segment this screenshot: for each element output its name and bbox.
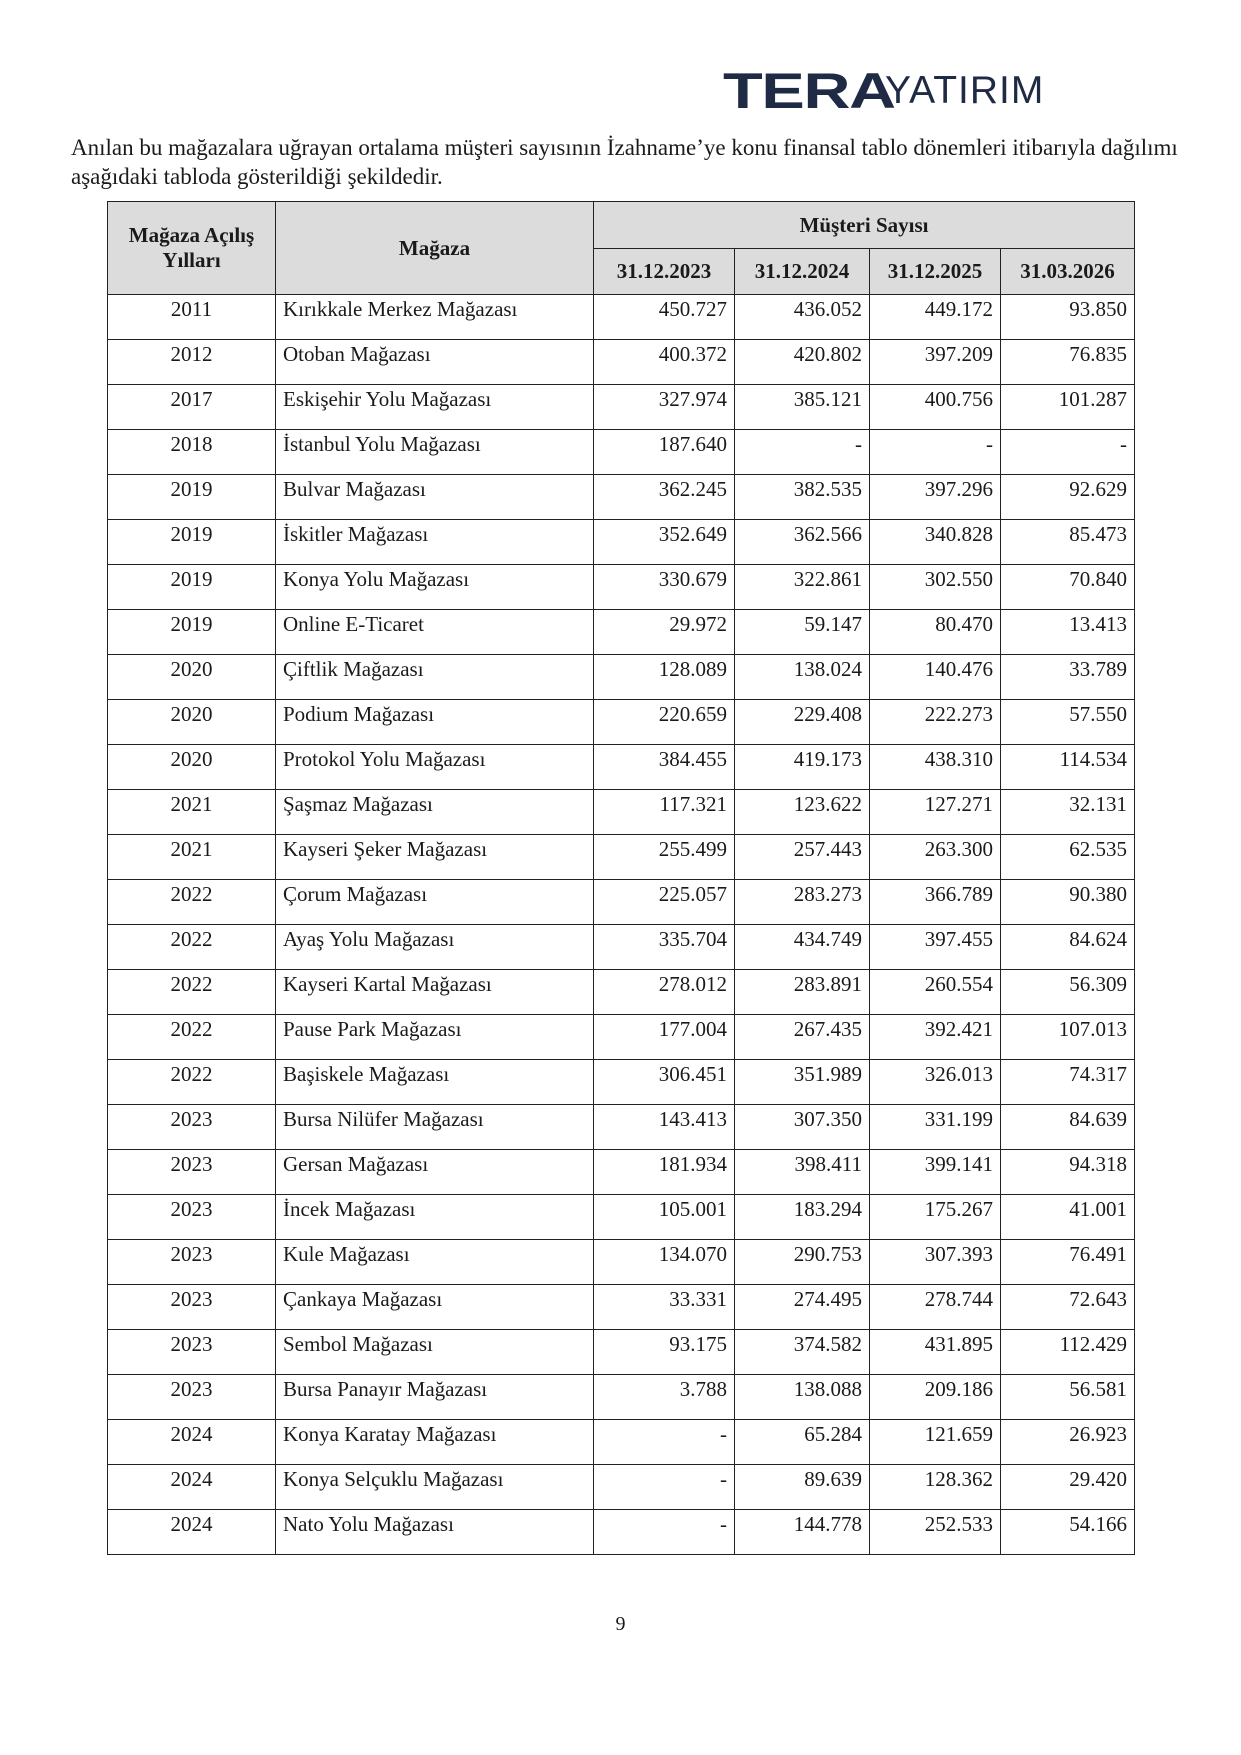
cell-customer-count: 117.321	[594, 790, 735, 835]
cell-customer-count: 399.141	[870, 1150, 1001, 1195]
cell-customer-count: 114.534	[1001, 745, 1135, 790]
cell-customer-count: 260.554	[870, 970, 1001, 1015]
cell-customer-count: 283.273	[735, 880, 870, 925]
cell-customer-count: 187.640	[594, 430, 735, 475]
cell-customer-count: 93.850	[1001, 295, 1135, 340]
cell-opening-year: 2022	[108, 1015, 276, 1060]
cell-customer-count: 335.704	[594, 925, 735, 970]
cell-customer-count: 400.372	[594, 340, 735, 385]
table-row	[108, 1285, 1135, 1330]
cell-opening-year: 2019	[108, 610, 276, 655]
cell-opening-year: 2022	[108, 1060, 276, 1105]
customer-count-table	[107, 201, 1135, 1555]
cell-store-name: Bursa Panayır Mağazası	[276, 1375, 594, 1420]
cell-customer-count: 290.753	[735, 1240, 870, 1285]
table-row	[108, 970, 1135, 1015]
cell-customer-count: 33.331	[594, 1285, 735, 1330]
cell-customer-count: 89.639	[735, 1465, 870, 1510]
cell-customer-count: 56.309	[1001, 970, 1135, 1015]
cell-store-name: Gersan Mağazası	[276, 1150, 594, 1195]
cell-customer-count: 330.679	[594, 565, 735, 610]
cell-customer-count: 80.470	[870, 610, 1001, 655]
cell-customer-count: 123.622	[735, 790, 870, 835]
cell-customer-count: 374.582	[735, 1330, 870, 1375]
cell-customer-count: 57.550	[1001, 700, 1135, 745]
cell-customer-count: 105.001	[594, 1195, 735, 1240]
cell-customer-count: 144.778	[735, 1510, 870, 1555]
table-row	[108, 475, 1135, 520]
cell-customer-count: 41.001	[1001, 1195, 1135, 1240]
cell-customer-count: 74.317	[1001, 1060, 1135, 1105]
table-row	[108, 430, 1135, 475]
header-store: Mağaza	[276, 202, 594, 295]
cell-customer-count: 72.643	[1001, 1285, 1135, 1330]
logo-brand-text: TERA	[723, 63, 895, 119]
cell-customer-count: 340.828	[870, 520, 1001, 565]
cell-store-name: Şaşmaz Mağazası	[276, 790, 594, 835]
cell-store-name: Kayseri Kartal Mağazası	[276, 970, 594, 1015]
cell-customer-count: 112.429	[1001, 1330, 1135, 1375]
cell-customer-count: 326.013	[870, 1060, 1001, 1105]
cell-customer-count: 140.476	[870, 655, 1001, 700]
cell-customer-count: 434.749	[735, 925, 870, 970]
cell-customer-count: 92.629	[1001, 475, 1135, 520]
cell-opening-year: 2019	[108, 475, 276, 520]
cell-opening-year: 2017	[108, 385, 276, 430]
cell-store-name: Nato Yolu Mağazası	[276, 1510, 594, 1555]
cell-customer-count: 220.659	[594, 700, 735, 745]
table-row	[108, 295, 1135, 340]
cell-customer-count: 400.756	[870, 385, 1001, 430]
cell-store-name: Otoban Mağazası	[276, 340, 594, 385]
header-opening-year: Mağaza Açılış Yılları	[108, 202, 276, 295]
cell-opening-year: 2022	[108, 925, 276, 970]
cell-store-name: Bursa Nilüfer Mağazası	[276, 1105, 594, 1150]
cell-opening-year: 2012	[108, 340, 276, 385]
table-row	[108, 1015, 1135, 1060]
cell-customer-count: 128.362	[870, 1465, 1001, 1510]
cell-customer-count: -	[594, 1465, 735, 1510]
cell-customer-count: 54.166	[1001, 1510, 1135, 1555]
cell-customer-count: 121.659	[870, 1420, 1001, 1465]
cell-customer-count: 181.934	[594, 1150, 735, 1195]
table-row	[108, 520, 1135, 565]
cell-customer-count: 138.088	[735, 1375, 870, 1420]
cell-store-name: Başiskele Mağazası	[276, 1060, 594, 1105]
header-customer-count: Müşteri Sayısı	[594, 202, 1135, 249]
cell-customer-count: 32.131	[1001, 790, 1135, 835]
cell-customer-count: 322.861	[735, 565, 870, 610]
cell-customer-count: 107.013	[1001, 1015, 1135, 1060]
cell-store-name: Pause Park Mağazası	[276, 1015, 594, 1060]
cell-customer-count: 331.199	[870, 1105, 1001, 1150]
cell-customer-count: 93.175	[594, 1330, 735, 1375]
cell-opening-year: 2020	[108, 700, 276, 745]
cell-store-name: İstanbul Yolu Mağazası	[276, 430, 594, 475]
table-row	[108, 835, 1135, 880]
cell-opening-year: 2020	[108, 745, 276, 790]
cell-customer-count: 419.173	[735, 745, 870, 790]
cell-store-name: Çiftlik Mağazası	[276, 655, 594, 700]
cell-customer-count: 351.989	[735, 1060, 870, 1105]
cell-customer-count: 128.089	[594, 655, 735, 700]
header-period: 31.12.2023	[594, 249, 735, 295]
cell-customer-count: 229.408	[735, 700, 870, 745]
cell-customer-count: 183.294	[735, 1195, 870, 1240]
cell-customer-count: -	[594, 1510, 735, 1555]
cell-customer-count: 267.435	[735, 1015, 870, 1060]
page-number: 9	[615, 1613, 626, 1635]
cell-opening-year: 2024	[108, 1510, 276, 1555]
cell-opening-year: 2021	[108, 790, 276, 835]
cell-customer-count: -	[594, 1420, 735, 1465]
cell-store-name: Çankaya Mağazası	[276, 1285, 594, 1330]
cell-customer-count: 76.491	[1001, 1240, 1135, 1285]
cell-store-name: Konya Yolu Mağazası	[276, 565, 594, 610]
cell-store-name: Konya Selçuklu Mağazası	[276, 1465, 594, 1510]
cell-store-name: Kule Mağazası	[276, 1240, 594, 1285]
cell-customer-count: 56.581	[1001, 1375, 1135, 1420]
cell-store-name: Ayaş Yolu Mağazası	[276, 925, 594, 970]
cell-customer-count: 450.727	[594, 295, 735, 340]
cell-customer-count: 392.421	[870, 1015, 1001, 1060]
cell-opening-year: 2023	[108, 1240, 276, 1285]
cell-opening-year: 2018	[108, 430, 276, 475]
cell-customer-count: 143.413	[594, 1105, 735, 1150]
cell-customer-count: 175.267	[870, 1195, 1001, 1240]
cell-store-name: İncek Mağazası	[276, 1195, 594, 1240]
cell-store-name: Online E-Ticaret	[276, 610, 594, 655]
cell-customer-count: 397.296	[870, 475, 1001, 520]
table-row	[108, 700, 1135, 745]
cell-customer-count: -	[735, 430, 870, 475]
cell-customer-count: 397.455	[870, 925, 1001, 970]
cell-customer-count: 397.209	[870, 340, 1001, 385]
cell-customer-count: 90.380	[1001, 880, 1135, 925]
table-row	[108, 1060, 1135, 1105]
logo-sub-text: YATIRIM	[885, 69, 1045, 112]
cell-opening-year: 2020	[108, 655, 276, 700]
cell-customer-count: 134.070	[594, 1240, 735, 1285]
cell-opening-year: 2023	[108, 1330, 276, 1375]
cell-customer-count: 3.788	[594, 1375, 735, 1420]
cell-customer-count: 209.186	[870, 1375, 1001, 1420]
cell-customer-count: 362.566	[735, 520, 870, 565]
cell-customer-count: 398.411	[735, 1150, 870, 1195]
cell-customer-count: 70.840	[1001, 565, 1135, 610]
cell-customer-count: 76.835	[1001, 340, 1135, 385]
cell-customer-count: 278.012	[594, 970, 735, 1015]
cell-customer-count: 84.639	[1001, 1105, 1135, 1150]
cell-customer-count: 84.624	[1001, 925, 1135, 970]
cell-opening-year: 2024	[108, 1420, 276, 1465]
cell-customer-count: 225.057	[594, 880, 735, 925]
cell-customer-count: 366.789	[870, 880, 1001, 925]
table-row	[108, 340, 1135, 385]
cell-opening-year: 2023	[108, 1195, 276, 1240]
cell-customer-count: 85.473	[1001, 520, 1135, 565]
table-row	[108, 1510, 1135, 1555]
cell-customer-count: 382.535	[735, 475, 870, 520]
cell-opening-year: 2019	[108, 520, 276, 565]
cell-customer-count: 306.451	[594, 1060, 735, 1105]
cell-opening-year: 2023	[108, 1105, 276, 1150]
cell-customer-count: 385.121	[735, 385, 870, 430]
cell-opening-year: 2023	[108, 1375, 276, 1420]
cell-customer-count: 13.413	[1001, 610, 1135, 655]
table-row	[108, 1195, 1135, 1240]
intro-paragraph: Anılan bu mağazalara uğrayan ortalama müşteri sayısının İzahname’ye konu finansal tablo dönemleri itibarıyla dağılımı aşağıdaki tabloda gösterildiği şekildedir.	[71, 135, 1178, 189]
table-row	[108, 1375, 1135, 1420]
table-row	[108, 655, 1135, 700]
cell-customer-count: 127.271	[870, 790, 1001, 835]
cell-customer-count: 263.300	[870, 835, 1001, 880]
table-row	[108, 1465, 1135, 1510]
cell-opening-year: 2022	[108, 970, 276, 1015]
cell-customer-count: 252.533	[870, 1510, 1001, 1555]
tera-yatirim-logo	[723, 63, 1045, 119]
cell-customer-count: 384.455	[594, 745, 735, 790]
table-row	[108, 745, 1135, 790]
cell-store-name: Çorum Mağazası	[276, 880, 594, 925]
cell-customer-count: 307.350	[735, 1105, 870, 1150]
cell-opening-year: 2019	[108, 565, 276, 610]
cell-customer-count: 362.245	[594, 475, 735, 520]
cell-opening-year: 2023	[108, 1150, 276, 1195]
cell-customer-count: 255.499	[594, 835, 735, 880]
table-row	[108, 385, 1135, 430]
cell-customer-count: 352.649	[594, 520, 735, 565]
table-row	[108, 1330, 1135, 1375]
cell-customer-count: 327.974	[594, 385, 735, 430]
cell-opening-year: 2021	[108, 835, 276, 880]
cell-store-name: Bulvar Mağazası	[276, 475, 594, 520]
cell-customer-count: 26.923	[1001, 1420, 1135, 1465]
cell-customer-count: -	[1001, 430, 1135, 475]
table-row	[108, 925, 1135, 970]
cell-store-name: Kayseri Şeker Mağazası	[276, 835, 594, 880]
cell-customer-count: 283.891	[735, 970, 870, 1015]
header-period: 31.03.2026	[1001, 249, 1135, 295]
cell-store-name: Eskişehir Yolu Mağazası	[276, 385, 594, 430]
cell-store-name: Kırıkkale Merkez Mağazası	[276, 295, 594, 340]
cell-customer-count: 307.393	[870, 1240, 1001, 1285]
table-row	[108, 610, 1135, 655]
cell-customer-count: 302.550	[870, 565, 1001, 610]
table-row	[108, 1240, 1135, 1285]
cell-customer-count: 420.802	[735, 340, 870, 385]
table-row	[108, 790, 1135, 835]
header-period: 31.12.2025	[870, 249, 1001, 295]
header-period: 31.12.2024	[735, 249, 870, 295]
cell-customer-count: 29.420	[1001, 1465, 1135, 1510]
cell-store-name: Podium Mağazası	[276, 700, 594, 745]
cell-opening-year: 2011	[108, 295, 276, 340]
table-body	[108, 295, 1135, 1555]
cell-customer-count: 29.972	[594, 610, 735, 655]
cell-opening-year: 2024	[108, 1465, 276, 1510]
table-row	[108, 565, 1135, 610]
cell-customer-count: 101.287	[1001, 385, 1135, 430]
cell-opening-year: 2023	[108, 1285, 276, 1330]
cell-customer-count: 59.147	[735, 610, 870, 655]
cell-customer-count: 438.310	[870, 745, 1001, 790]
cell-store-name: Sembol Mağazası	[276, 1330, 594, 1375]
cell-customer-count: 62.535	[1001, 835, 1135, 880]
cell-store-name: Protokol Yolu Mağazası	[276, 745, 594, 790]
table-row	[108, 880, 1135, 925]
cell-customer-count: 177.004	[594, 1015, 735, 1060]
table-row	[108, 1150, 1135, 1195]
cell-customer-count: 65.284	[735, 1420, 870, 1465]
cell-store-name: İskitler Mağazası	[276, 520, 594, 565]
table-row	[108, 1105, 1135, 1150]
cell-customer-count: 449.172	[870, 295, 1001, 340]
cell-customer-count: 278.744	[870, 1285, 1001, 1330]
table-row	[108, 1420, 1135, 1465]
cell-customer-count: 33.789	[1001, 655, 1135, 700]
cell-customer-count: 436.052	[735, 295, 870, 340]
table-header-row	[108, 202, 1135, 249]
cell-store-name: Konya Karatay Mağazası	[276, 1420, 594, 1465]
cell-customer-count: 431.895	[870, 1330, 1001, 1375]
cell-customer-count: 222.273	[870, 700, 1001, 745]
cell-customer-count: 274.495	[735, 1285, 870, 1330]
cell-customer-count: 94.318	[1001, 1150, 1135, 1195]
cell-opening-year: 2022	[108, 880, 276, 925]
cell-customer-count: -	[870, 430, 1001, 475]
cell-customer-count: 138.024	[735, 655, 870, 700]
cell-customer-count: 257.443	[735, 835, 870, 880]
